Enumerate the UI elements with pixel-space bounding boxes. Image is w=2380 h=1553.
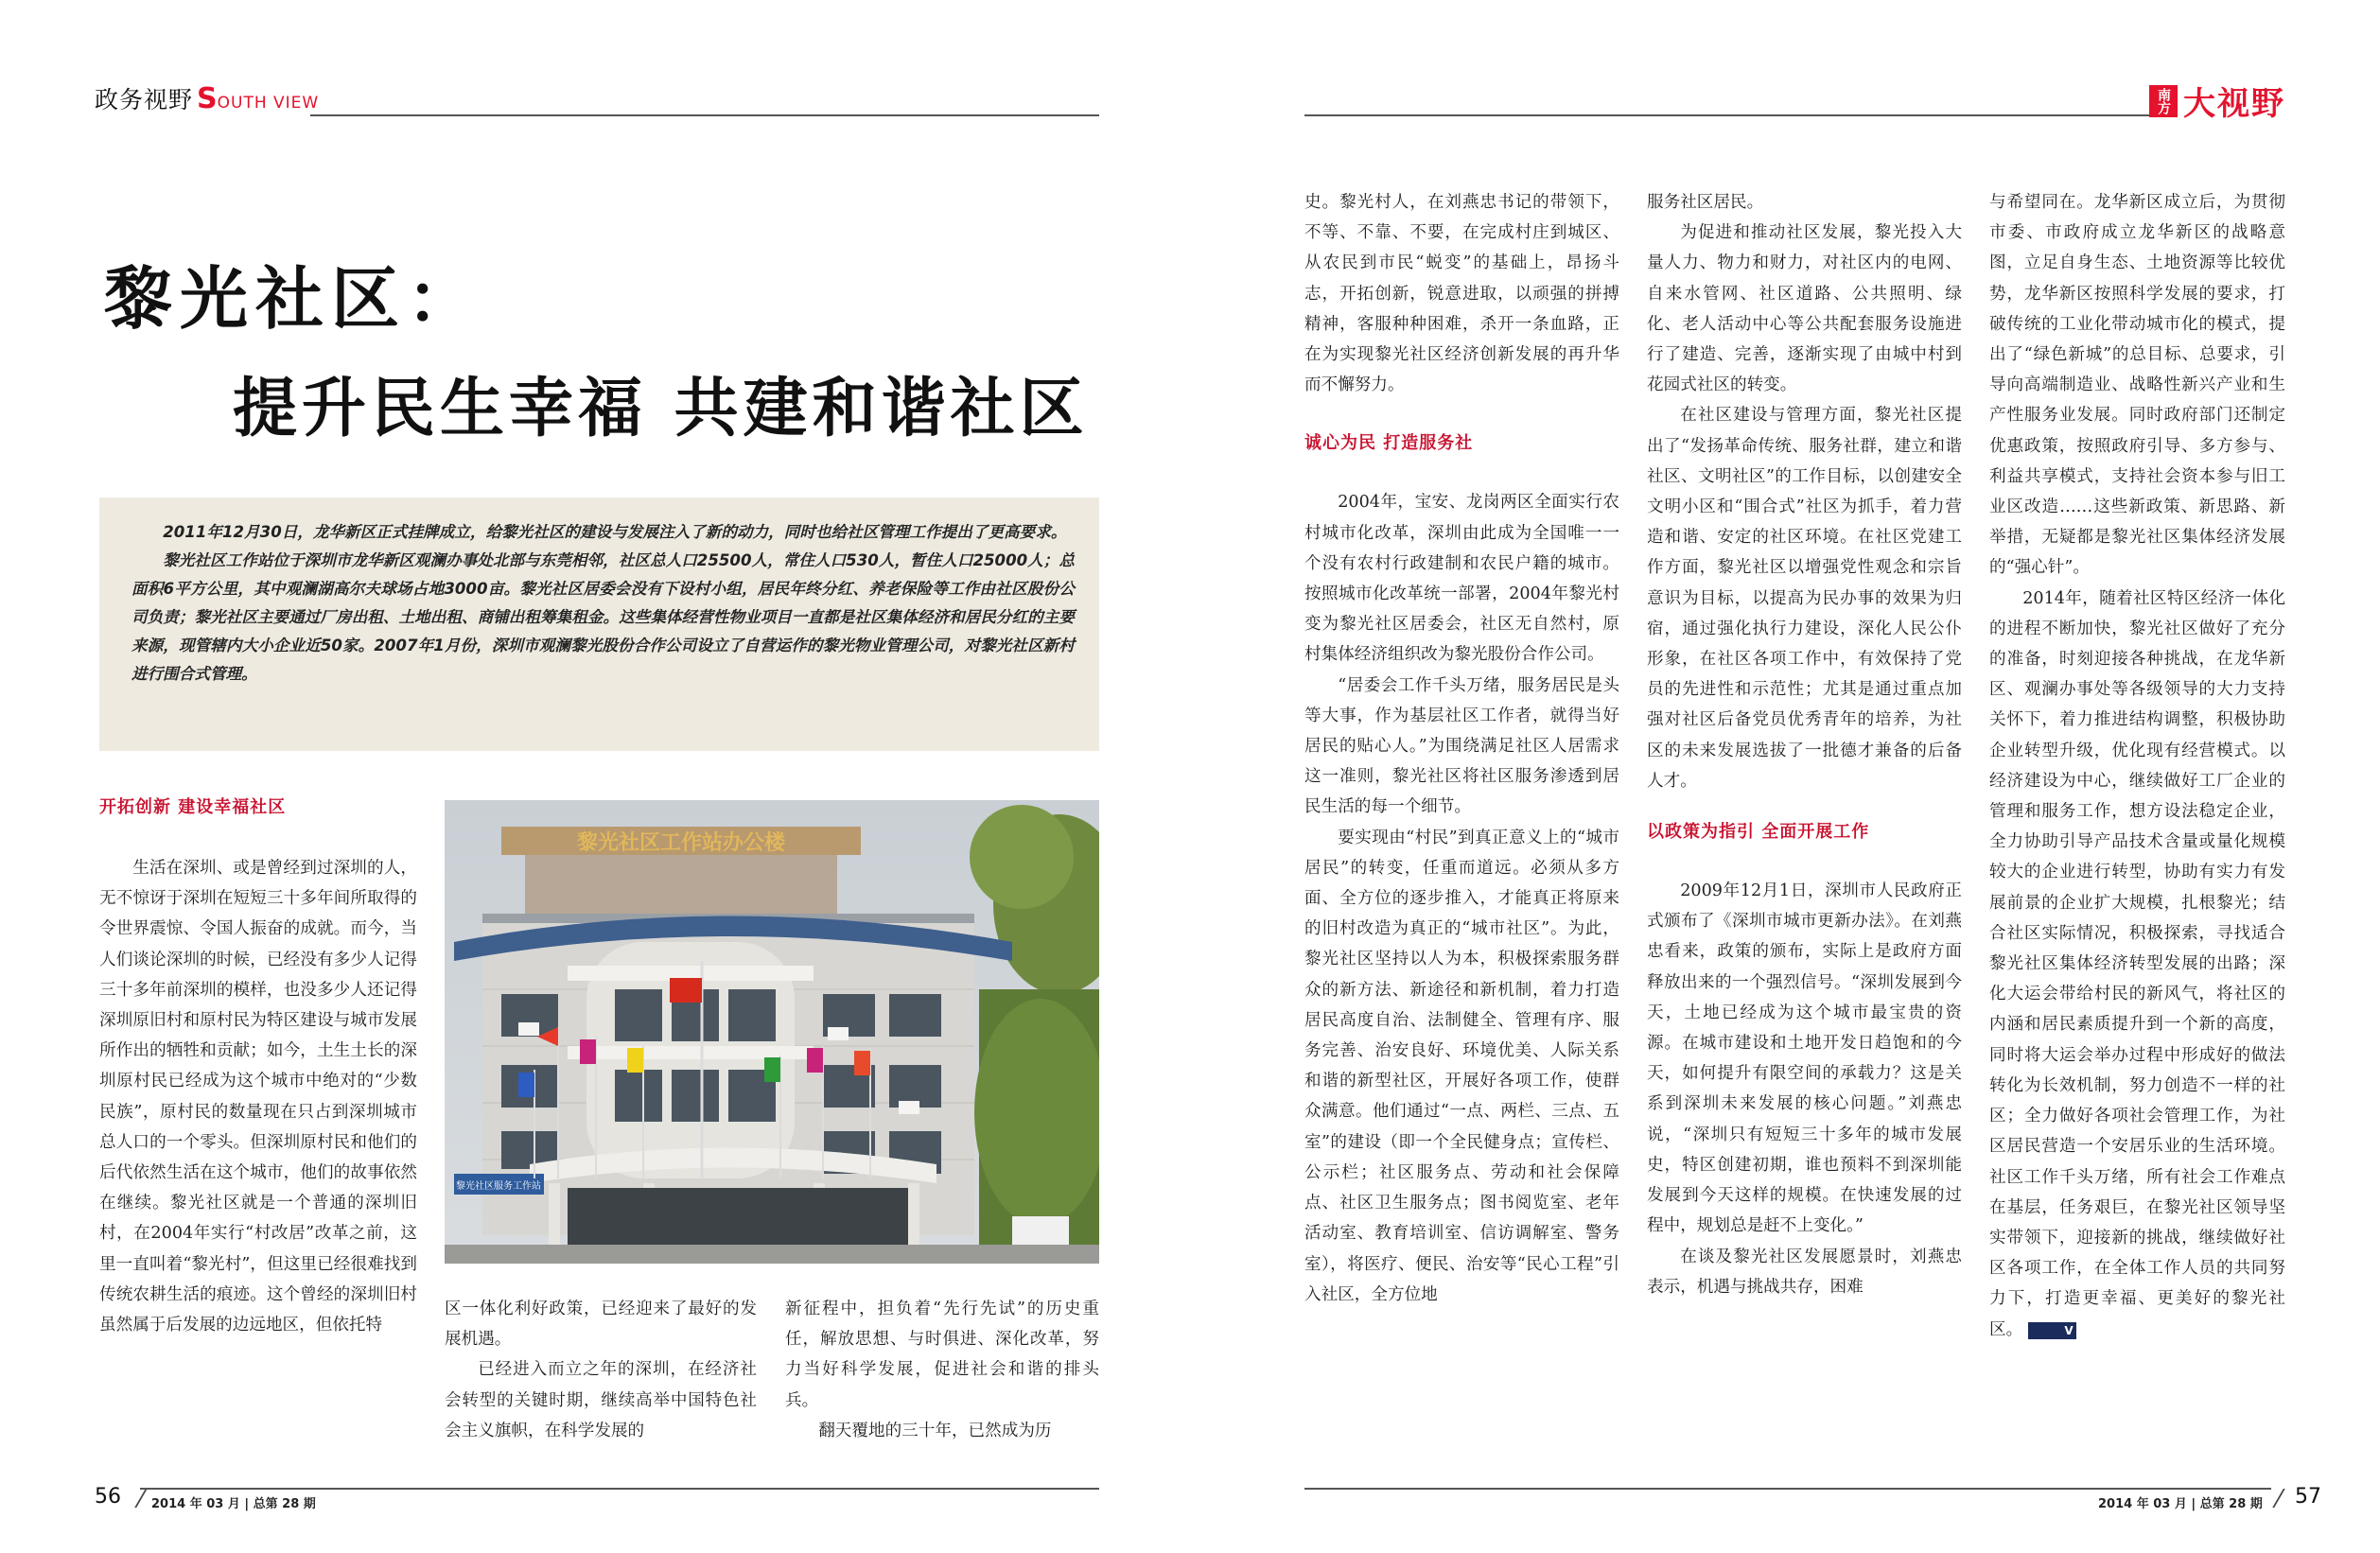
text-column-2 [445, 1294, 757, 1446]
lead-paragraph: 2011年12月30日，龙华新区正式挂牌成立，给黎光社区的建设与发展注入了新的动力，同时也给社区管理工作提出了更高要求。 [163, 523, 1067, 541]
body-paragraph: 与希望同在。龙华新区成立后，为贯彻市委、市政府成立龙华新区的战略意图，立足自身生态、土地资源等比较优势，龙华新区按照科学发展的要求，打破传统的工业化带动城市化的模式，提出了“绿色新城”的总目标、总要求，引导向高端制造业、战略性新兴产业和生产性服务业发展。同时政府部门还制定优惠政策，按照政府引导、多方参与、利益共享模式，支持社会资本参与旧工业区改造……这些新政策、新思路、新举措，无疑都是黎光社区集体经济发展的“强心针”。 [1989, 193, 2285, 578]
community-building-photo [445, 800, 1099, 1264]
issue-info: 2014 年 03 月 | 总第 28 期 [2098, 1497, 2263, 1511]
magazine-logo [2149, 78, 2285, 124]
body-paragraph: 为促进和推动社区发展，黎光投入大量人力、物力和财力，对社区内的电网、自来水管网、社区道路、公共照明、绿化、老人活动中心等公共配套服务设施进行了建造、完善，逐渐实现了由城中村到花园式社区的转变。 [1647, 223, 1962, 395]
body-paragraph: 已经进入而立之年的深圳，在经济社会转型的关键时期，继续高举中国特色社会主义旗帜，在科学发展的 [445, 1360, 757, 1440]
lead-box [99, 497, 1099, 751]
body-paragraph: 生活在深圳、或是曾经到过深圳的人，无不惊讶于深圳在短短三十多年间所取得的令世界震惊、令国人振奋的成就。而今，当人们谈论深圳的时候，已经没有多少人记得三十多年前深圳的模样，也没多少人还记得深圳原旧村和原村民为特区建设与城市发展所作出的牺牲和贡献；如今，土生土长的深圳原村民已经成为这个城市中绝对的“少数民族”，原村民的数量现在只占到深圳城市总人口的一个零头。但深圳原村民和他们的后代依然生活在这个城市，他们的故事依然在继续。黎光社区就是一个普通的深圳旧村，在2004年实行“村改居”改革之前，这里一直叫着“黎光村”，但这里已经很难找到传统农耕生活的痕迹。这个曾经的深圳旧村虽然属于后发展的边远地区，但依托特 [99, 859, 417, 1335]
text-column-3 [785, 1294, 1099, 1446]
header-rule [1304, 114, 2156, 116]
logo-text: 大视野 [2183, 85, 2285, 123]
section-heading: 开拓创新 建设幸福社区 [99, 797, 287, 817]
lead-paragraph: 黎光社区工作站位于深圳市龙华新区观澜办事处北部与东莞相邻，社区总人口25500人，常住人口530人，暂住人口25000人；总面积6平方公里，其中观澜湖高尔夫球场占地3000亩。黎光社区居委会没有下设村小组，居民年终分红、养老保险等工作由社区股份公司负责；黎光社区主要通过厂房出租、土地出租、商铺出租筹集租金。这些集体经营性物业项目一直都是社区集体经济和居民分红的主要来源，现管辖内大小企业近50家。2007年1月份，深圳市观澜黎光股份合作公司设立了自营运作的黎光物业管理公司，对黎光社区新村进行围合式管理。 [131, 551, 1075, 683]
footer-rule [1304, 1488, 2271, 1490]
body-paragraph: 2009年12月1日，深圳市人民政府正式颁布了《深圳市城市更新办法》。在刘燕忠看来，政策的颁布，实际上是政府方面释放出来的一个强烈信号。“深圳发展到今天，土地已经成为这个城市最宝贵的资源。在城市建设和土地开发日趋饱和的今天，如何提升有限空间的承载力？这是关系到深圳未来发展的核心问题。”刘燕忠说，“深圳只有短短三十多年的城市发展史，特区创建初期，谁也预料不到深圳能发展到今天这样的规模。在快速发展的过程中，规划总是赶不上变化。” [1647, 881, 1962, 1236]
page-number: 56 [95, 1485, 121, 1509]
body-paragraph: 服务社区居民。 [1647, 193, 1764, 212]
footer-slash [134, 1489, 148, 1508]
section-logo-letter: S [197, 82, 218, 115]
text-column-6 [1989, 187, 2285, 1345]
section-heading: 诚心为民 打造服务社 [1304, 433, 1474, 454]
body-paragraph: 在社区建设与管理方面，黎光社区提出了“发扬革命传统、服务社群，建立和谐社区、文明社区”的工作目标，以创建安全文明小区和“围合式”社区为抓手，着力营造和谐、安定的社区环境。在社区党建工作方面，黎光社区以增强党性观念和宗旨意识为目标，以提高为民办事的效果为归宿，通过强化执行力建设，深化人民公仆形象，在社区各项工作中，有效保持了党员的先进性和示范性；尤其是通过重点加强对社区后备党员优秀青年的培养，为社区的未来发展选拔了一批德才兼备的后备人才。 [1647, 406, 1962, 791]
text-column-5 [1647, 187, 1962, 1302]
text-column-4 [1304, 187, 1619, 1310]
text-column-1 [99, 793, 417, 1340]
building-illustration [445, 800, 1099, 1264]
door-sign-text: 黎光社区服务工作站 [456, 1181, 541, 1192]
section-header [95, 81, 319, 115]
building-sign-text: 黎光社区工作站办公楼 [576, 831, 786, 855]
section-name: 政务视野 [95, 86, 194, 113]
section-name-english: OUTH VIEW [217, 94, 320, 113]
right-page [1190, 0, 2380, 1553]
page-number: 57 [2295, 1485, 2321, 1509]
logo-box: 南方 [2149, 85, 2178, 117]
article-title-line-2: 提升民生幸福 共建和谐社区 [233, 372, 1089, 446]
body-paragraph: 区一体化利好政策，已经迎来了最好的发展机遇。 [445, 1300, 757, 1350]
header-rule [310, 114, 1099, 116]
body-paragraph: 史。黎光村人，在刘燕忠书记的带领下，不等、不靠、不要，在完成村庄到城区、从农民到市民“蜕变”的基础上，昂扬斗志，开拓创新，锐意进取，以顽强的拼搏精神，客服种种困难，杀开一条血路，正在为实现黎光社区经济创新发展的再升华而不懈努力。 [1304, 193, 1619, 395]
article-end-mark: V [2028, 1322, 2075, 1339]
footer-slash [2272, 1489, 2285, 1508]
body-paragraph [1989, 584, 2285, 1345]
body-paragraph: 要实现由“村民”到真正意义上的“城市居民”的转变，任重而道远。必须从多方面、全方位的逐步推入，才能真正将原来的旧村改造为真正的“城市社区”。为此，黎光社区坚持以人为本，积极探索服务群众的新方法、新途径和新机制，着力打造居民高度自治、法制健全、管理有序、服务完善、治安良好、环境优美、人际关系和谐的新型社区，开展好各项工作，使群众满意。他们通过“一点、两栏、三点、五室”的建设（即一个全民健身点；宣传栏、公示栏；社区服务点、劳动和社会保障点、社区卫生服务点；图书阅览室、老年活动室、教育培训室、信访调解室、警务室），将医疗、便民、治安等“民心工程”引入社区，全方位地 [1304, 828, 1619, 1304]
body-paragraph: 2004年，宝安、龙岗两区全面实行农村城市化改革，深圳由此成为全国唯一一个没有农村行政建制和农民户籍的城市。按照城市化改革统一部署，2004年黎光村变为黎光社区居委会，社区无自然村，原村集体经济组织改为黎光股份合作公司。 [1304, 493, 1619, 665]
article-title-line-1: 黎光社区： [104, 259, 483, 339]
body-paragraph-text: 2014年，随着社区特区经济一体化的进程不断加快，黎光社区做好了充分的准备，时刻迎接各种挑战，在龙华新区、观澜办事处等各级领导的大力支持关怀下，着力推进结构调整，积极协助企业转型升级，优化现有经营模式。以经济建设为中心，继续做好工厂企业的管理和服务工作，想方设法稳定企业，全力协助引导产品技术含量或量化规模较大的企业进行转型，协助有实力有发展前景的企业扩大规模，扎根黎光；结合社区实际情况，积极探索，寻找适合黎光社区集体经济转型发展的出路；深化大运会带给村民的新风气，将社区的内涵和居民素质提升到一个新的高度，同时将大运会举办过程中形成好的做法转化为长效机制，努力创造不一样的社区；全力做好各项社会管理工作，为社区居民营造一个安居乐业的生活环境。社区工作千头万绪，所有社会工作难点在基层，任务艰巨，在黎光社区领导坚实带领下，迎接新的挑战，继续做好社区各项工作，在全体工作人员的共同努力下，打造更幸福、更美好的黎光社区。 [1989, 588, 2285, 1339]
footer-rule [140, 1488, 1099, 1490]
section-heading: 以政策为指引 全面开展工作 [1647, 822, 1870, 843]
issue-info: 2014 年 03 月 | 总第 28 期 [151, 1497, 316, 1511]
body-paragraph: 在谈及黎光社区发展愿景时，刘燕忠表示，机遇与挑战共存，困难 [1647, 1247, 1962, 1297]
body-paragraph: “居委会工作千头万绪，服务居民是头等大事，作为基层社区工作者，就得当好居民的贴心人。”为围绕满足社区人居需求这一准则，黎光社区将社区服务渗透到居民生活的每一个细节。 [1304, 675, 1619, 817]
body-paragraph: 翻天覆地的三十年，已然成为历 [818, 1421, 1052, 1440]
body-paragraph: 新征程中，担负着“先行先试”的历史重任，解放思想、与时俱进、深化改革，努力当好科学发展，促进社会和谐的排头兵。 [785, 1300, 1099, 1410]
